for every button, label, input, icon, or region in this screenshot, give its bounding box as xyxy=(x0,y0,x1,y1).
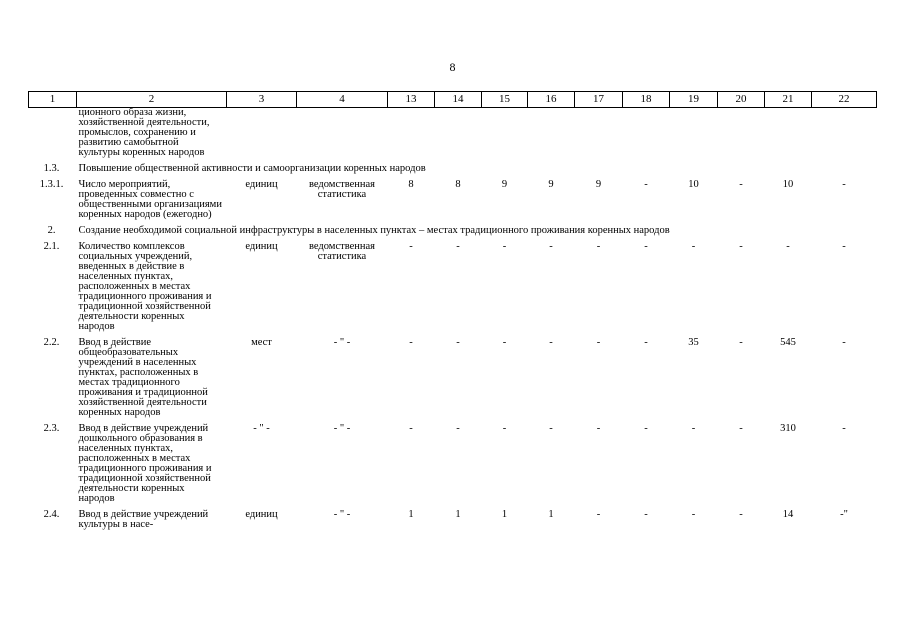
source-cell: - " - xyxy=(333,337,351,348)
header-row xyxy=(29,92,877,108)
section-title: Повышение общественной активности и самоорганизации коренных народов xyxy=(78,163,426,174)
value-cell-col-13 xyxy=(388,108,435,159)
row-number xyxy=(29,108,77,159)
value-cell-col-18: - xyxy=(644,337,648,348)
header-cell-13: 13 xyxy=(388,92,435,108)
indicator-table xyxy=(28,91,877,530)
source-cell: - " - xyxy=(333,509,351,520)
value-cell-col-15: 1 xyxy=(501,509,508,520)
value-cell-col-21: 545 xyxy=(780,337,796,348)
table-body xyxy=(29,108,877,531)
indicator-table-wrapper xyxy=(28,91,876,530)
value-cell-col-16: - xyxy=(549,241,553,252)
table-row xyxy=(29,180,877,220)
unit-cell: единиц xyxy=(245,509,278,520)
value-cell-col-13: - xyxy=(409,241,413,252)
header-cell-4: 4 xyxy=(297,92,388,108)
header-cell-22: 22 xyxy=(812,92,877,108)
section-title: Создание необходимой социальной инфраструктуры в населенных пунктах – местах традиционного проживания коренных народов xyxy=(78,225,670,236)
value-cell-col-21 xyxy=(765,108,812,159)
header-cell-14: 14 xyxy=(435,92,482,108)
value-cell-col-21: 14 xyxy=(782,509,794,520)
value-cell-col-19: - xyxy=(691,509,696,520)
value-cell-col-19: - xyxy=(691,241,696,252)
value-cell-col-18: - xyxy=(644,423,648,434)
value-cell-col-22: - xyxy=(842,179,846,190)
source-cell xyxy=(297,108,388,159)
header-cell-1: 1 xyxy=(29,92,77,108)
value-cell-col-16 xyxy=(528,108,575,159)
header-cell-20: 20 xyxy=(718,92,765,108)
row-number: 2.2. xyxy=(43,337,60,348)
indicator-name: Количество комплексов социальных учреждений, введенных в действие в населенных пунктах, расположенных в местах традиционного проживания и традиционной хозяйственной деятельности коренных народов xyxy=(78,241,212,332)
value-cell-col-16: - xyxy=(549,337,553,348)
value-cell-col-17 xyxy=(575,108,623,159)
value-cell-col-13: 8 xyxy=(408,179,414,190)
row-number: 1.3. xyxy=(43,163,60,174)
page-number: 8 xyxy=(449,60,456,74)
row-number: 2.1. xyxy=(43,241,60,252)
value-cell-col-21: 310 xyxy=(780,423,796,434)
source-cell: ведомственная статистика xyxy=(309,241,375,262)
indicator-name: ционного образа жизни, хозяйственной деятельности, промыслов, сохранению и развитию самобытной культуры коренных народов xyxy=(78,107,210,158)
value-cell-col-16: - xyxy=(549,423,553,434)
row-number: 2. xyxy=(47,225,56,236)
value-cell-col-21: - xyxy=(786,241,790,252)
value-cell-col-18: - xyxy=(644,241,648,252)
header-cell-3: 3 xyxy=(227,92,297,108)
value-cell-col-20: - xyxy=(739,423,743,434)
value-cell-col-17: - xyxy=(596,241,601,252)
unit-cell: мест xyxy=(251,337,272,348)
indicator-name: Число мероприятий, проведенных совместно с общественными организациями коренных народов (ежегодно) xyxy=(78,179,222,220)
value-cell-col-20: - xyxy=(739,241,743,252)
section-row xyxy=(29,226,877,236)
unit-cell xyxy=(227,108,297,159)
source-cell: ведомственная статистика xyxy=(309,179,375,200)
value-cell-col-15: - xyxy=(502,337,507,348)
value-cell-col-18 xyxy=(623,108,670,159)
value-cell-col-16: 9 xyxy=(548,179,554,190)
value-cell-col-17: - xyxy=(596,423,601,434)
table-row xyxy=(29,338,877,418)
value-cell-col-18: - xyxy=(644,509,648,520)
value-cell-col-19: 10 xyxy=(688,179,699,190)
indicator-name: Ввод в действие общеобразовательных учреждений в населенных пунктах, расположенных в местах традиционного проживания и традиционной хозяйственной деятельности коренных народов xyxy=(78,337,208,418)
table-row xyxy=(29,424,877,504)
value-cell-col-14: 8 xyxy=(455,179,461,190)
table-row xyxy=(29,242,877,332)
value-cell-col-20: - xyxy=(739,337,743,348)
value-cell-col-17: - xyxy=(596,509,601,520)
table-row xyxy=(29,510,877,530)
value-cell-col-14 xyxy=(435,108,482,159)
value-cell-col-14: - xyxy=(456,241,460,252)
value-cell-col-20 xyxy=(718,108,765,159)
header-cell-21: 21 xyxy=(765,92,812,108)
value-cell-col-19 xyxy=(670,108,718,159)
value-cell-col-22: -" xyxy=(840,509,848,520)
value-cell-col-14: - xyxy=(456,337,460,348)
value-cell-col-15 xyxy=(482,108,528,159)
continuation-row xyxy=(29,108,877,159)
value-cell-col-18: - xyxy=(644,179,648,190)
header-cell-18: 18 xyxy=(623,92,670,108)
header-cell-15: 15 xyxy=(482,92,528,108)
value-cell-col-13: 1 xyxy=(408,509,414,520)
source-cell: - " - xyxy=(333,423,351,434)
value-cell-col-16: 1 xyxy=(548,509,554,520)
value-cell-col-15: - xyxy=(502,241,507,252)
indicator-name: Ввод в действие учреждений культуры в насе- xyxy=(78,509,209,530)
row-number: 1.3.1. xyxy=(39,179,64,190)
value-cell-col-22 xyxy=(812,108,877,159)
value-cell-col-20: - xyxy=(739,509,743,520)
indicator-name: Ввод в действие учреждений дошкольного образования в населенных пунктах, расположенных в местах традиционного проживания и традиционной хозяйственной деятельности коренных народов xyxy=(78,423,212,504)
row-number: 2.3. xyxy=(43,423,60,434)
unit-cell: - " - xyxy=(253,423,270,434)
value-cell-col-13: - xyxy=(409,423,413,434)
value-cell-col-22: - xyxy=(842,423,846,434)
value-cell-col-14: 1 xyxy=(455,509,461,520)
value-cell-col-15: 9 xyxy=(501,179,508,190)
unit-cell: единиц xyxy=(245,241,278,252)
value-cell-col-14: - xyxy=(456,423,460,434)
header-cell-19: 19 xyxy=(670,92,718,108)
value-cell-col-21: 10 xyxy=(782,179,794,190)
header-cell-16: 16 xyxy=(528,92,575,108)
row-number: 2.4. xyxy=(43,509,60,520)
value-cell-col-17: - xyxy=(596,337,601,348)
value-cell-col-19: 35 xyxy=(688,337,699,348)
value-cell-col-20: - xyxy=(739,179,743,190)
header-cell-17: 17 xyxy=(575,92,623,108)
value-cell-col-19: - xyxy=(691,423,696,434)
value-cell-col-22: - xyxy=(842,241,846,252)
table-header xyxy=(29,92,877,108)
value-cell-col-22: - xyxy=(842,337,846,348)
header-cell-2: 2 xyxy=(77,92,227,108)
value-cell-col-15: - xyxy=(502,423,507,434)
unit-cell: единиц xyxy=(245,179,278,190)
value-cell-col-13: - xyxy=(409,337,413,348)
section-row xyxy=(29,164,877,174)
value-cell-col-17: 9 xyxy=(595,179,602,190)
